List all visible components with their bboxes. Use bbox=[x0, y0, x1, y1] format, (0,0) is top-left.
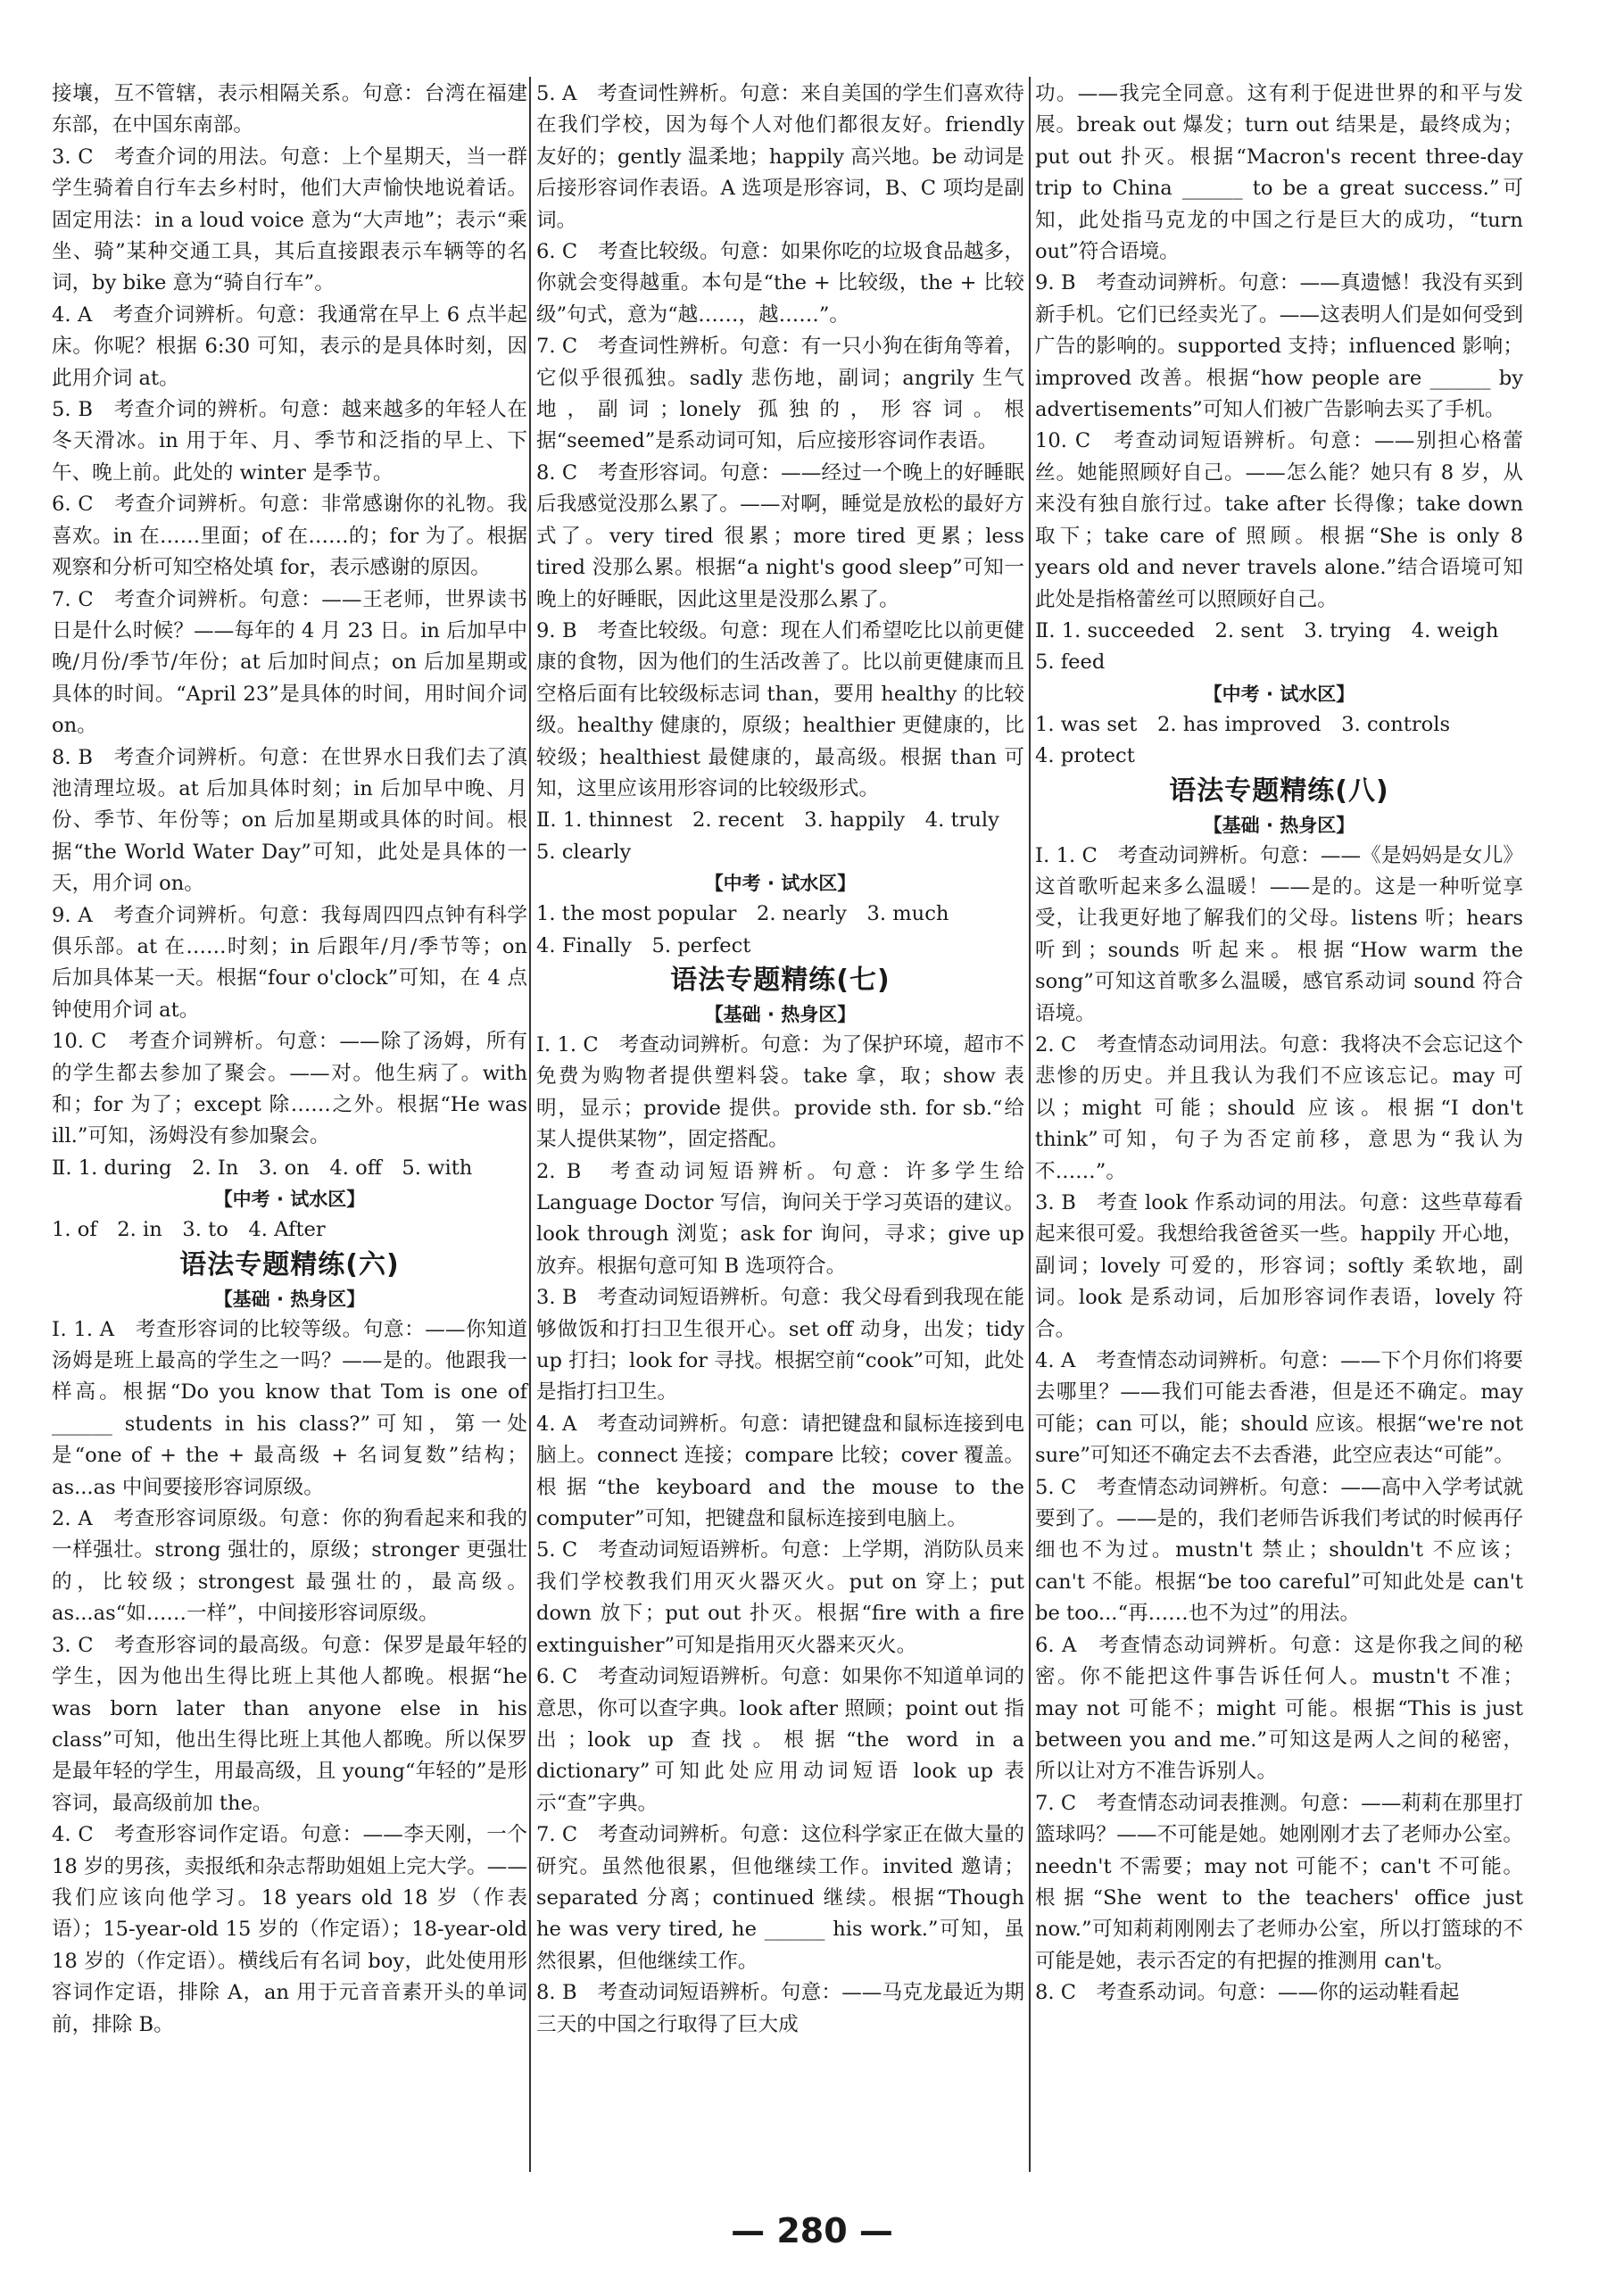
column-divider bbox=[529, 77, 531, 2172]
answer-line: 1. of 2. in 3. to 4. After bbox=[52, 1218, 326, 1242]
answer-column-3 bbox=[1035, 79, 1523, 2009]
section-subtitle: 【中考 · 试水区】 bbox=[213, 1189, 366, 1211]
section-title: 语法专题精练(八) bbox=[1169, 775, 1389, 807]
section-title: 语法专题精练(六) bbox=[179, 1248, 400, 1280]
answer-item: 10. C 考查介词辨析。句意：——除了汤姆，所有的学生都去参加了聚会。——对。他生病了。with 和；for 为了；except 除……之外。根据“He was ill.”可知，汤姆没有参加聚会。 bbox=[52, 1030, 527, 1148]
column-divider bbox=[1029, 77, 1031, 2172]
answer-item: 接壤，互不管辖，表示相隔关系。句意：台湾在福建东部，在中国东南部。 bbox=[52, 82, 527, 137]
answer-column-2 bbox=[536, 79, 1024, 2041]
answer-line: 1. was set 2. has improved 3. controls bbox=[1035, 712, 1451, 736]
answer-item: 2. B 考查动词短语辨析。句意：许多学生给 Language Doctor 写信，询问关于学习英语的建议。look through 浏览；ask for 询问，寻求；give up 放弃。根据句意可知 B 选项符合。 bbox=[536, 1159, 1024, 1278]
answer-line: 4. protect bbox=[1035, 744, 1135, 768]
answer-item: 4. C 考查形容词作定语。句意：——李天刚，一个 18 岁的男孩，卖报纸和杂志帮助姐姐上完大学。——我们应该向他学习。18 years old 18 岁（作表语）；15-year-old 15 岁的（作定语）；18-year-old 18 岁的（作定语）。横线后有名词 boy，此处使用形容词作定语，排除 A，an 用于元音音素开头的单词前，排除 B。 bbox=[52, 1823, 527, 2036]
answer-item: 2. A 考查形容词原级。句意：你的狗看起来和我的一样强壮。strong 强壮的，原级；stronger 更强壮的，比较级；strongest 最强壮的，最高级。as...as“如……一样”，中间接形容词原级。 bbox=[52, 1507, 527, 1626]
answer-item: 8. B 考查动词短语辨析。句意：——马克龙最近为期三天的中国之行取得了巨大成 bbox=[536, 1981, 1024, 2036]
answer-item: 3. C 考查介词的用法。句意：上个星期天，当一群学生骑着自行车去乡村时，他们大声愉快地说着话。固定用法：in a loud voice 意为“大声地”；表示“乘坐、骑”某种交通工具，其后直接跟表示车辆等的名词，by bike 意为“骑自行车”。 bbox=[52, 145, 527, 295]
answer-item: 4. A 考查介词辨析。句意：我通常在早上 6 点半起床。你呢？根据 6:30 可知，表示的是具体时刻，因此用介词 at。 bbox=[52, 302, 527, 390]
answer-item: 7. C 考查动词辨析。句意：这位科学家正在做大量的研究。虽然他很累，但他继续工作。invited 邀请；separated 分离；continued 继续。根据“Though he was very tired, he ______ his work.”可知，虽然很累，但他继续工作。 bbox=[536, 1823, 1024, 1973]
answer-item: Ⅰ. 1. C 考查动词辨析。句意：为了保护环境，超市不免费为购物者提供塑料袋。take 拿，取；show 表明，显示；provide 提供。provide sth. for sb.“给某人提供某物”，固定搭配。 bbox=[536, 1032, 1024, 1152]
page-number: — 280 — bbox=[731, 2211, 893, 2250]
answer-item: 6. C 考查比较级。句意：如果你吃的垃圾食品越多，你就会变得越重。本句是“the + 比较级，the + 比较级”句式，意为“越……，越……”。 bbox=[536, 240, 1024, 327]
answer-item: 10. C 考查动词短语辨析。句意：——别担心格蕾丝。她能照顾好自己。——怎么能？她只有 8 岁，从来没有独自旅行过。take after 长得像；take down 取下；take care of 照顾。根据“She is only 8 years old and never travels alone.”结合语境可知此处是指格蕾丝可以照顾好自己。 bbox=[1035, 429, 1523, 611]
answer-line: 1. the most popular 2. nearly 3. much bbox=[536, 902, 949, 926]
answer-item: 4. A 考查情态动词辨析。句意：——下个月你们将要去哪里？——我们可能去香港，但是还不确定。may 可能；can 可以，能；should 应该。根据“we're not sure”可知还不确定去不去香港，此空应表达“可能”。 bbox=[1035, 1349, 1523, 1468]
answer-item: 8. B 考查介词辨析。句意：在世界水日我们去了滇池清理垃圾。at 后加具体时刻；in 后加早中晚、月份、季节、年份等；on 后加星期或具体的时间。根据“the World Water Day”可知，此处是具体的一天，用介词 on。 bbox=[52, 745, 527, 896]
answer-line: Ⅱ. 1. thinnest 2. recent 3. happily 4. truly 5. clearly bbox=[536, 808, 1020, 864]
answer-item: 功。——我完全同意。这有利于促进世界的和平与发展。break out 爆发；turn out 结果是，最终成为；put out 扑灭。根据“Macron's recent three-day trip to China ______ to be a great success.”可知，此处指马克龙的中国之行是巨大的成功，“turn out”符合语境。 bbox=[1035, 82, 1523, 264]
section-subtitle: 【基础 · 热身区】 bbox=[1203, 814, 1355, 836]
section-title: 语法专题精练(七) bbox=[670, 964, 891, 996]
answer-item: 2. C 考查情态动词用法。句意：我将决不会忘记这个悲惨的历史。并且我认为我们不应该忘记。may 可以；might 可能；should 应该。根据“I don't think”可知，句子为否定前移，意思为“我认为不……”。 bbox=[1035, 1032, 1523, 1183]
answer-column-1 bbox=[52, 79, 527, 2041]
answer-line: Ⅱ. 1. succeeded 2. sent 3. trying 4. weigh 5. feed bbox=[1035, 618, 1519, 675]
answer-item: 6. C 考查介词辨析。句意：非常感谢你的礼物。我喜欢。in 在……里面；of 在……的；for 为了。根据观察和分析可知空格处填 for，表示感谢的原因。 bbox=[52, 493, 527, 580]
answer-line: 4. Finally 5. perfect bbox=[536, 933, 751, 957]
answer-item: 5. C 考查情态动词辨析。句意：——高中入学考试就要到了。——是的，我们老师告诉我们考试的时候再仔细也不为过。mustn't 禁止；shouldn't 不应该；can't 不能。根据“be too careful”可知此处是 can't be too...“再……也不为过”的用法。 bbox=[1035, 1475, 1523, 1626]
section-subtitle: 【中考 · 试水区】 bbox=[1203, 683, 1355, 705]
answer-item: Ⅰ. 1. C 考查动词辨析。句意：——《是妈妈是女儿》这首歌听起来多么温暖！——是的。这是一种听觉享受，让我更好地了解我们的父母。listens 听；hears 听到；sounds 听起来。根据“How warm the song”可知这首歌多么温暖，感官系动词 sound 符合语境。 bbox=[1035, 843, 1523, 1025]
section-subtitle: 【基础 · 热身区】 bbox=[213, 1288, 366, 1310]
answer-item: 5. C 考查动词短语辨析。句意：上学期，消防队员来我们学校教我们用灭火器灭火。put on 穿上；put down 放下；put out 扑灭。根据“fire with a fire extinguisher”可知是指用灭火器来灭火。 bbox=[536, 1538, 1024, 1657]
answer-item: 7. C 考查介词辨析。句意：——王老师，世界读书日是什么时候？——每年的 4 月 23 日。in 后加早中晚/月份/季节/年份；at 后加时间点；on 后加星期或具体的时间。“April 23”是具体的时间，用时间介词 on。 bbox=[52, 587, 527, 738]
answer-item: 3. C 考查形容词的最高级。句意：保罗是最年轻的学生，因为他出生得比班上其他人都晚。根据“he was born later than anyone else in his class”可知，他出生得比班上其他人都晚。所以保罗是最年轻的学生，用最高级，且 young“年轻的”是形容词，最高级前加 the。 bbox=[52, 1633, 527, 1815]
answer-item: 3. B 考查动词短语辨析。句意：我父母看到我现在能够做饭和打扫卫生很开心。set off 动身，出发；tidy up 打扫；look for 寻找。根据空前“cook”可知，此处是指打扫卫生。 bbox=[536, 1286, 1025, 1405]
answer-item: 4. A 考查动词辨析。句意：请把键盘和鼠标连接到电脑上。connect 连接；compare 比较；cover 覆盖。根据“the keyboard and the mouse to the computer”可知，把键盘和鼠标连接到电脑上。 bbox=[536, 1412, 1024, 1531]
answer-item: 3. B 考查 look 作系动词的用法。句意：这些草莓看起来很可爱。我想给我爸爸买一些。happily 开心地，副词；lovely 可爱的，形容词；softly 柔软地，副词。look 是系动词，后加形容词作表语，lovely 符合。 bbox=[1035, 1191, 1523, 1341]
answer-item: 8. C 考查形容词。句意：——经过一个晚上的好睡眠后我感觉没那么累了。——对啊，睡觉是放松的最好方式了。very tired 很累；more tired 更累；less tired 没那么累。根据“a night's good sleep”可知一晚上的好睡眠，因此这里是没那么累了。 bbox=[536, 460, 1024, 611]
answer-item: 8. C 考查系动词。句意：——你的运动鞋看起 bbox=[1035, 1981, 1460, 2005]
section-subtitle: 【基础 · 热身区】 bbox=[704, 1003, 857, 1025]
answer-item: 9. B 考查动词辨析。句意：——真遗憾！我没有买到新手机。它们已经卖光了。——这表明人们是如何受到广告的影响的。supported 支持；influenced 影响；improved 改善。根据“how people are ______ by advertisements”可知人们被广告影响去买了手机。 bbox=[1035, 271, 1523, 422]
answer-item: 5. A 考查词性辨析。句意：来自美国的学生们喜欢待在我们学校，因为每个人对他们都很友好。friendly 友好的；gently 温柔地；happily 高兴地。be 动词是后接形容词作表语。A 选项是形容词，B、C 项均是副词。 bbox=[536, 82, 1024, 232]
answer-item: Ⅰ. 1. A 考查形容词的比较等级。句意：——你知道汤姆是班上最高的学生之一吗？——是的。他跟我一样高。根据“Do you know that Tom is one of ______ students in his class?”可知，第一处是“one of + the + 最高级 + 名词复数”结构；as...as 中间要接形容词原级。 bbox=[52, 1317, 527, 1499]
answer-item: 9. B 考查比较级。句意：现在人们希望吃比以前更健康的食物，因为他们的生活改善了。比以前更健康而且空格后面有比较级标志词 than，要用 healthy 的比较级。healthy 健康的，原级；healthier 更健康的，比较级；healthiest 最健康的，最高级。根据 than 可知，这里应该用形容词的比较级形式。 bbox=[536, 618, 1024, 800]
section-subtitle: 【中考 · 试水区】 bbox=[704, 873, 857, 895]
answer-item: 6. A 考查情态动词辨析。句意：这是你我之间的秘密。你不能把这件事告诉任何人。mustn't 不准；may not 可能不；might 可能。根据“This is just between you and me.”可知这是两人之间的秘密，所以让对方不准告诉别人。 bbox=[1035, 1633, 1523, 1784]
answer-item: 7. C 考查情态动词表推测。句意：——莉莉在那里打篮球吗？——不可能是她。她刚刚才去了老师办公室。needn't 不需要；may not 可能不；can't 不可能。根据“She went to the teachers' office just now.”可知莉莉刚刚去了老师办公室，所以打篮球的不可能是她，表示否定的有把握的推测用 can't。 bbox=[1035, 1791, 1523, 1973]
answer-item: 7. C 考查词性辨析。句意：有一只小狗在街角等着，它似乎很孤独。sadly 悲伤地，副词；angrily 生气地，副词；lonely 孤独的，形容词。根据“seemed”是系动词可知，后应接形容词作表语。 bbox=[536, 335, 1024, 453]
answer-item: 6. C 考查动词短语辨析。句意：如果你不知道单词的意思，你可以查字典。look after 照顾；point out 指出；look up 查找。根据“the word in a dictionary”可知此处应用动词短语 look up 表示“查”字典。 bbox=[536, 1665, 1024, 1815]
answer-item: 9. A 考查介词辨析。句意：我每周四四点钟有科学俱乐部。at 在……时刻；in 后跟年/月/季节等；on 后加具体某一天。根据“four o'clock”可知，在 4 点钟使用介词 at。 bbox=[52, 903, 527, 1022]
answer-line: Ⅱ. 1. during 2. In 3. on 4. off 5. with bbox=[52, 1156, 473, 1180]
answer-item: 5. B 考查介词的辨析。句意：越来越多的年轻人在冬天滑冰。in 用于年、月、季节和泛指的早上、下午、晚上前。此处的 winter 是季节。 bbox=[52, 398, 527, 485]
